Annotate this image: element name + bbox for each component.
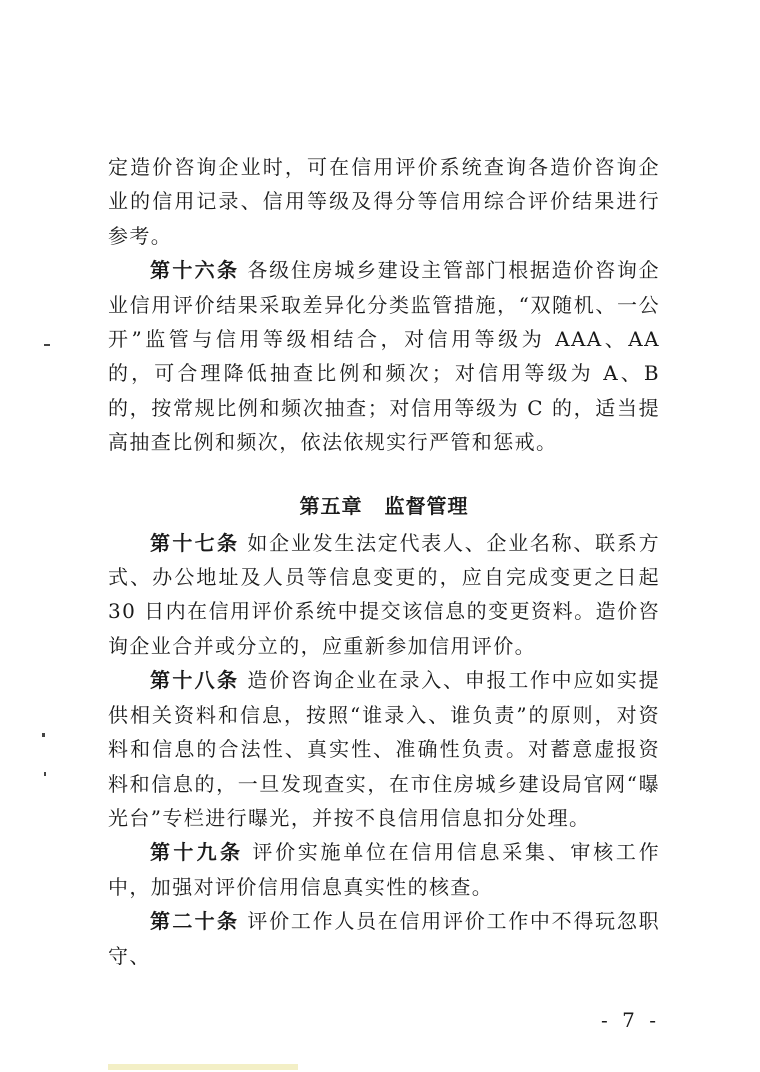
page-number: - 7 -: [601, 1008, 660, 1032]
article-text: 造价咨询企业在录入、申报工作中应如实提供相关资料和信息，按照“谁录入、谁负责”的原则，对资料和信息的合法性、真实性、准确性负责。对蓄意虚报资料和信息的，一旦发现查实，在市住房城乡建设局官网“曝光台”专栏进行曝光，并按不良信用信息扣分处理。: [108, 668, 660, 830]
article-18: [108, 663, 660, 835]
scan-mark: [44, 772, 46, 776]
article-20: [108, 904, 660, 973]
article-text: 如企业发生法定代表人、企业名称、联系方式、办公地址及人员等信息变更的，应自完成变更之日起 30 日内在信用评价系统中提交该信息的变更资料。造价咨询企业合并或分立的，应重新参加信用评价。: [108, 530, 660, 658]
article-text: 评价工作人员在信用评价工作中不得玩忽职守、: [108, 909, 660, 968]
document-body: [108, 150, 660, 973]
article-16: [108, 253, 660, 459]
chapter-heading: [108, 490, 660, 522]
scan-mark: [44, 344, 50, 346]
article-label: 第十八条: [150, 668, 240, 693]
scan-mark: [42, 733, 45, 737]
article-label: 第十六条: [150, 258, 240, 283]
scan-edge-strip: [108, 1064, 298, 1070]
chapter-label: 第五章: [299, 493, 363, 518]
article-label: 第二十条: [150, 909, 240, 934]
article-label: 第十七条: [150, 530, 240, 555]
paragraph-continuation: 定造价咨询企业时，可在信用评价系统查询各造价咨询企业的信用记录、信用等级及得分等信用综合评价结果进行参考。: [108, 155, 660, 248]
article-text: 评价实施单位在信用信息采集、审核工作中，加强对评价信用信息真实性的核查。: [108, 840, 660, 899]
article-19: [108, 835, 660, 904]
article-label: 第十九条: [150, 840, 244, 865]
article-17: [108, 526, 660, 664]
article-text: 各级住房城乡建设主管部门根据造价咨询企业信用评价结果采取差异化分类监管措施，“双随机、一公开”监管与信用等级相结合，对信用等级为 AAA、AA 的，可合理降低抽查比例和频次；对信用等级为 A、B 的，按常规比例和频次抽查；对信用等级为 C 的，适当提高抽查比例和频次，依法依规实行严管和惩戒。: [108, 258, 660, 455]
chapter-title: 监督管理: [384, 493, 469, 518]
